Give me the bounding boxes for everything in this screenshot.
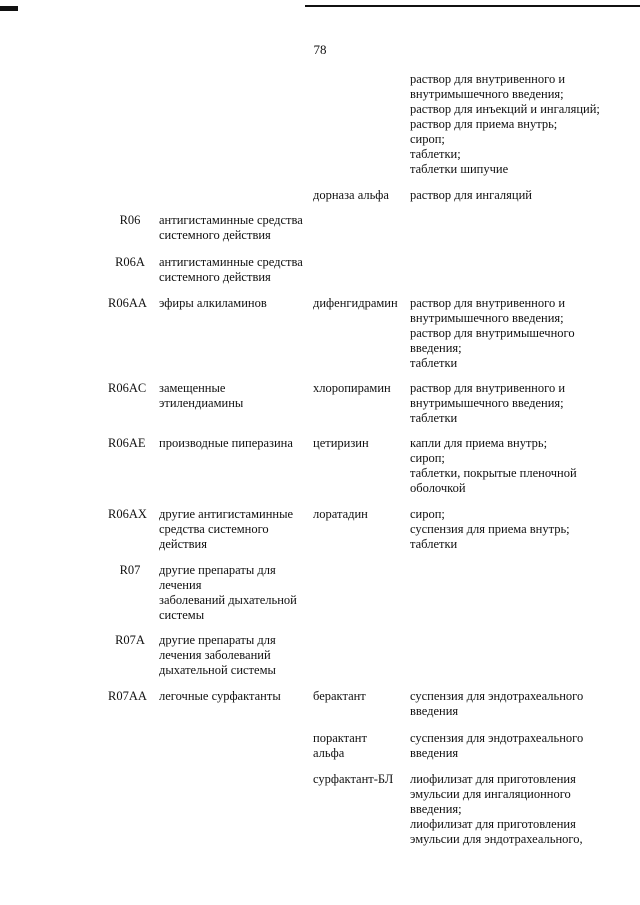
drug-name-line: дифенгидрамин (313, 296, 398, 310)
dosage-forms (410, 72, 636, 177)
dosage-forms-line: суспензия для эндотрахеального (410, 689, 584, 703)
group-name (159, 213, 309, 243)
group-name-line: дыхательной системы (159, 663, 276, 677)
dosage-forms-line: внутримышечного введения; (410, 311, 564, 325)
dosage-forms-line: суспензия для эндотрахеального (410, 731, 584, 745)
drug-name (313, 731, 408, 761)
drug-name (313, 296, 408, 311)
group-name-line: другие антигистаминные (159, 507, 294, 521)
group-name-line: другие препараты для (159, 563, 276, 577)
group-name-line: антигистаминные средства (159, 213, 303, 227)
dosage-forms-line: раствор для ингаляций (410, 188, 532, 202)
group-name-line: этилендиамины (159, 396, 244, 410)
page-number: 78 (313, 42, 327, 57)
dosage-forms-line: раствор для приема внутрь; (410, 117, 558, 131)
dosage-forms-line: введения (410, 746, 459, 760)
drug-name (313, 381, 408, 396)
dosage-forms (410, 731, 636, 761)
dosage-forms-line: внутримышечного введения; (410, 87, 564, 101)
dosage-forms-line: сироп; (410, 451, 445, 465)
dosage-forms-line: введения; (410, 802, 462, 816)
dosage-forms-line: лиофилизат для приготовления (410, 772, 576, 786)
dosage-forms-line: оболочкой (410, 481, 466, 495)
dosage-forms-line: таблетки шипучие (410, 162, 509, 176)
dosage-forms-line: раствор для внутривенного и (410, 296, 566, 310)
atc-code: R07A (115, 633, 145, 647)
corner-mark (0, 6, 18, 11)
top-rule (305, 5, 640, 7)
dosage-forms-line: таблетки, покрытые пленочной (410, 466, 577, 480)
dosage-forms-line: введения (410, 704, 459, 718)
drug-name-line: цетиризин (313, 436, 369, 450)
dosage-forms-line: таблетки (410, 537, 458, 551)
group-name-line: средства системного (159, 522, 269, 536)
group-name-line: производные пиперазина (159, 436, 293, 450)
dosage-forms-line: эмульсии для эндотрахеального, (410, 832, 583, 846)
dosage-forms (410, 296, 636, 371)
group-name-line: лечения заболеваний (159, 648, 271, 662)
dosage-forms-line: суспензия для приема внутрь; (410, 522, 570, 536)
group-name (159, 689, 309, 704)
drug-name (313, 689, 408, 704)
dosage-forms-line: внутримышечного введения; (410, 396, 564, 410)
group-name-line: лечения (159, 578, 202, 592)
group-name (159, 381, 309, 411)
dosage-forms-line: раствор для внутривенного и (410, 381, 566, 395)
atc-code: R06AE (108, 436, 146, 450)
dosage-forms-line: таблетки (410, 411, 458, 425)
dosage-forms-line: введения; (410, 341, 462, 355)
atc-code: R07AA (108, 689, 147, 703)
group-name (159, 296, 309, 311)
drug-name (313, 772, 408, 787)
dosage-forms (410, 772, 636, 847)
group-name (159, 255, 309, 285)
drug-name (313, 188, 408, 203)
atc-code: R06A (115, 255, 145, 269)
atc-code: R06 (119, 213, 141, 227)
dosage-forms-line: таблетки (410, 356, 458, 370)
group-name-line: системы (159, 608, 205, 622)
drug-name-line: хлоропирамин (313, 381, 391, 395)
dosage-forms (410, 507, 636, 552)
group-name-line: системного действия (159, 228, 271, 242)
drug-name-line: дорназа альфа (313, 188, 389, 202)
group-name (159, 563, 309, 623)
drug-name (313, 436, 408, 451)
drug-name-line: сурфактант-БЛ (313, 772, 394, 786)
group-name-line: легочные сурфактанты (159, 689, 281, 703)
atc-code: R06AX (108, 507, 147, 521)
group-name-line: замещенные (159, 381, 226, 395)
dosage-forms-line: эмульсии для ингаляционного (410, 787, 571, 801)
atc-code: R06AC (108, 381, 147, 395)
atc-code: R07 (119, 563, 141, 577)
drug-name-line: альфа (313, 746, 345, 760)
dosage-forms (410, 689, 636, 719)
group-name-line: другие препараты для (159, 633, 276, 647)
dosage-forms-line: таблетки; (410, 147, 461, 161)
dosage-forms-line: лиофилизат для приготовления (410, 817, 576, 831)
dosage-forms-line: сироп; (410, 507, 445, 521)
dosage-forms-line: раствор для внутримышечного (410, 326, 575, 340)
group-name-line: заболеваний дыхательной (159, 593, 297, 607)
group-name-line: действия (159, 537, 207, 551)
group-name-line: эфиры алкиламинов (159, 296, 267, 310)
dosage-forms (410, 381, 636, 426)
drug-name-line: берактант (313, 689, 366, 703)
group-name (159, 436, 309, 451)
group-name (159, 633, 309, 678)
dosage-forms (410, 436, 636, 496)
drug-name-line: лоратадин (313, 507, 368, 521)
group-name-line: антигистаминные средства (159, 255, 303, 269)
group-name-line: системного действия (159, 270, 271, 284)
dosage-forms-line: раствор для инъекций и ингаляций; (410, 102, 600, 116)
atc-code: R06AA (108, 296, 147, 310)
dosage-forms-line: раствор для внутривенного и (410, 72, 566, 86)
dosage-forms-line: капли для приема внутрь; (410, 436, 548, 450)
drug-name-line: порактант (313, 731, 367, 745)
dosage-forms (410, 188, 636, 203)
group-name (159, 507, 309, 552)
dosage-forms-line: сироп; (410, 132, 445, 146)
drug-name (313, 507, 408, 522)
